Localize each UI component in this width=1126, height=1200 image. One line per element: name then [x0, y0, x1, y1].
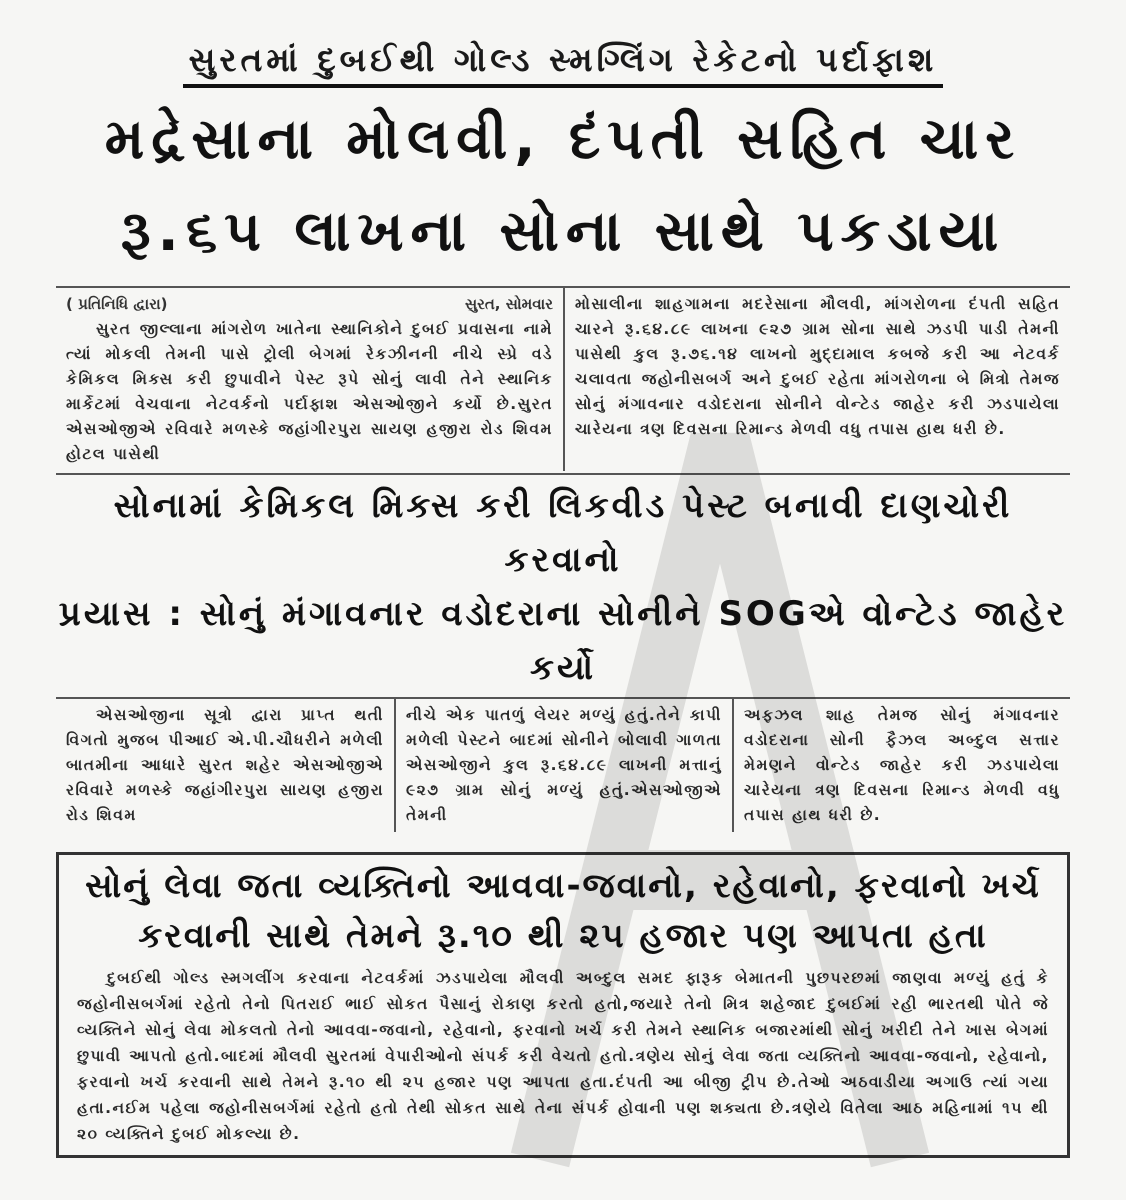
byline-source: ( પ્રતિનિધિ દ્વારા): [66, 295, 168, 313]
story-2-column-2: [394, 699, 732, 832]
byline-dateline: સુરત, સોમવાર: [464, 295, 553, 313]
story-2-column-3: [732, 699, 1070, 832]
headline-line-1: મદ્રેસાના મોલવી, દંપતી સહિત ચાર: [104, 107, 1022, 172]
kicker: [56, 36, 1070, 88]
headline-line-2: રૂ.૬૫ લાખના સોના સાથે પકડાયા: [120, 199, 1006, 264]
story-2-text-3: અફઝલ શાહ તેમજ સોનું મંગાવનાર વડોદરાના સોની ફૈઝલ અબ્દુલ સત્તાર મેમણને વોન્ટેડ જાહેર કરી ઝડપાયેલા ચારેયના ત્રણ દિવસના રિમાન્ડ મેળવી વધુ તપાસ હાથ ધરી છે.: [744, 706, 1060, 824]
story-2-text-2: નીચે એક પાતળું લેયર મળ્યું હતું.તેને કાપી મળેલી પેસ્ટને બાદમાં સોનીને બોલાવી ગાળતા એસઓજીને કુલ રૂ.૬૪.૮૯ લાખની મત્તાનું ૯૨૭ ગ્રામ સોનું મળ્યું હતું.એસઓજીએ તેમની: [406, 706, 722, 824]
story-1-text-2: મોસાલીના શાહગામના મદરેસાના મૌલવી, માંગરોળના દંપતી સહિત ચારને રૂ.૬૪.૮૯ લાખના ૯૨૭ ગ્રામ સોના સાથે ઝડપી પાડી તેમની પાસેથી કુલ રૂ.૭૬.૧૪ લાખનો મુદ્દામાલ કબજે કરી આ નેટવર્ક ચલાવતા જહોનીસબર્ગ અને દુબઈ રહેતા માંગરોળના બે મિત્રો તેમજ સોનું મંગાવનાર વડોદરાના સોનીને વોન્ટેડ જાહેર કરી ઝડપાયેલા ચારેયના ત્રણ દિવસના રિમાન્ડ મેળવી વધુ તપાસ હાથ ધરી છે.: [575, 295, 1060, 438]
story-2: [56, 697, 1070, 832]
story-1-column-1: [56, 288, 563, 471]
story-1-column-2: [563, 288, 1070, 471]
box-body-text: દુબઈથી ગોલ્ડ સ્મગલીંગ કરવાના નેટવર્કમાં ઝડપાયેલા મૌલવી અબ્દુલ સમદ ફારૂક બેમાતની પુછપરછમાં જાણવા મળ્યું હતું કે જહોનીસબર્ગમાં રહેતો તેનો પિતરાઈ ભાઈ સોકત પૈસાનું રોકાણ કરતો હતો,જયારે તેનો મિત્ર શહેજાદ દુબઈમાં રહી ભારતથી પોતે જે વ્યક્તિને સોનું લેવા મોકલતો તેનો આવવા-જવાનો, રહેવાનો, ફરવાનો ખર્ચ કરી તેમને સ્થાનિક બજારમાંથી સોનું ખરીદી તેને ખાસ બેગમાં છુપાવી આપતો હતો.બાદમાં મૌલવી સુરતમાં વેપારીઓનો સંપર્ક કરી વેચતો હતો.ત્રણેય સોનું લેવા જતા વ્યક્તિનો આવવા-જવાનો, રહેવાનો, ફરવાનો ખર્ચ કરવાની સાથે તેમને રૂ.૧૦ થી ૨૫ હજાર પણ આપતા હતા.દંપતી આ બીજી ટ્રીપ છે.તેઓ અઠવાડીયા અગાઉ ત્યાં ગયા હતા.નઈમ પહેલા જહોનીસબર્ગમાં રહેતો હતો તેથી સોકત સાથે તેના સંપર્ક હોવાની પણ શક્યતા છે.ત્રણેયે વિતેલા આઠ મહિનામાં ૧૫ થી ૨૦ વ્યક્તિને દુબઈ મોકલ્યા છે.: [77, 969, 1049, 1143]
boxed-story: [56, 852, 1070, 1158]
box-headline-line-1: સોનું લેવા જતા વ્યક્તિનો આવવા-જવાનો, રહેવાનો, ફરવાનો ખર્ચ: [85, 866, 1041, 906]
subheadline: [56, 473, 1070, 695]
subheadline-line-2: પ્રયાસ : સોનું મંગાવનાર વડોદરાના સોનીને SOGએ વોન્ટેડ જાહેર કર્યો: [58, 594, 1068, 688]
kicker-text: સુરતમાં દુબઈથી ગોલ્ડ સ્મગ્લિંગ રેકેટનો પર્દાફાશ: [183, 36, 944, 88]
story-2-column-1: [56, 699, 394, 832]
byline: [66, 292, 553, 317]
box-headline-line-2: કરવાની સાથે તેમને રૂ.૧૦ થી ૨૫ હજાર પણ આપતા હતા: [138, 916, 988, 956]
story-1: [56, 286, 1070, 471]
story-1-text-1: સુરત જીલ્લાના માંગરોળ ખાતેના સ્થાનિકોને દુબઈ પ્રવાસના નામે ત્યાં મોકલી તેમની પાસે ટ્રોલી બેગમાં રેકઝીનની નીચે સ્પ્રે વડે કેમિકલ મિક્સ કરી છુપાવીને પેસ્ટ રૂપે સોનું લાવી તેને સ્થાનિક માર્કેટમાં વેચવાના નેટવર્કનો પર્દાફાશ એસઓજીને કર્યો છે.સુરત એસઓજીએ રવિવારે મળસ્કે જહાંગીરપુરા સાયણ હજીરા રોડ શિવમ હોટલ પાસેથી: [66, 320, 553, 463]
subheadline-line-1: સોનામાં કેમિકલ મિક્સ કરી લિકવીડ પેસ્ટ બનાવી દાણચોરી કરવાનો: [113, 486, 1013, 580]
story-2-text-1: એસઓજીના સૂત્રો દ્વારા પ્રાપ્ત થતી વિગતો મુજબ પીઆઈ એ.પી.ચૌધરીને મળેલી બાતમીના આધારે સુરત શહેર એસઓજીએ રવિવારે મળસ્કે જહાંગીરપુરા સાયણ હજીરા રોડ શિવમ: [66, 706, 384, 824]
